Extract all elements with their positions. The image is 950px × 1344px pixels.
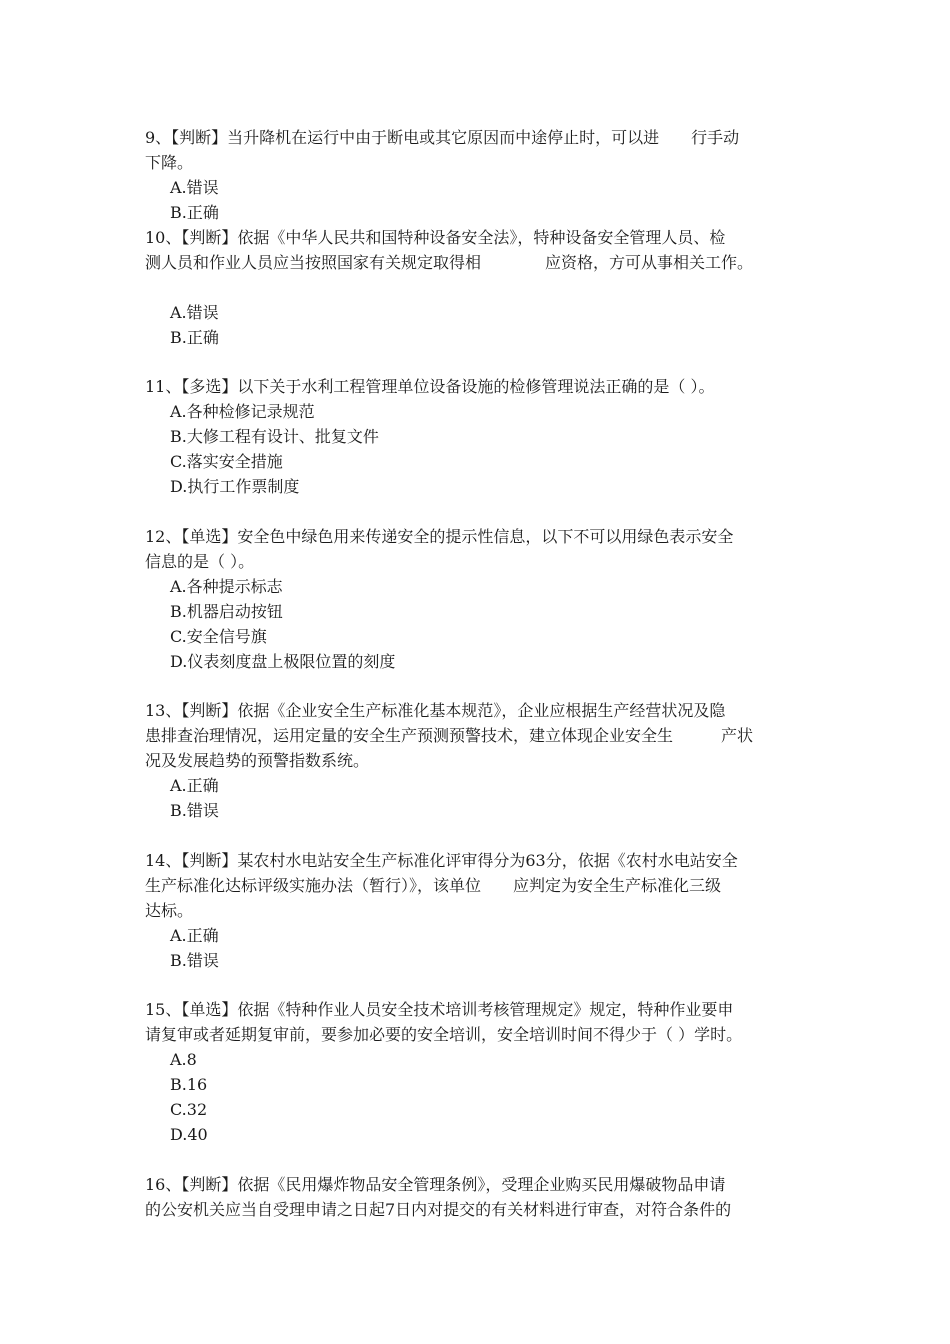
question-text: 14、【判断】某农村水电站安全生产标准化评审得分为63分，依据《农村水电站安全 <box>145 851 738 870</box>
option-a: A.各种提示标志 <box>170 577 283 596</box>
option-c: C.落实安全措施 <box>170 452 283 471</box>
question-text: 的公安机关应当自受理申请之日起7日内对提交的有关材料进行审查，对符合条件的 <box>145 1200 732 1219</box>
question-text: 11、【多选】以下关于水利工程管理单位设备设施的检修管理说法正确的是（ ）。 <box>145 377 715 396</box>
question-text: 测人员和作业人员应当按照国家有关规定取得相 应资格，方可从事相关工作。 <box>145 253 754 272</box>
question-text: 16、【判断】依据《民用爆炸物品安全管理条例》，受理企业购买民用爆破物品申请 <box>145 1175 726 1194</box>
question-text: 况及发展趋势的预警指数系统。 <box>145 751 370 770</box>
option-d: D.40 <box>170 1125 208 1144</box>
option-a: A.各种检修记录规范 <box>170 402 315 421</box>
option-b: B.正确 <box>170 203 219 222</box>
option-b: B.大修工程有设计、批复文件 <box>170 427 379 446</box>
question-text: 请复审或者延期复审前，要参加必要的安全培训，安全培训时间不得少于（ ）学时。 <box>145 1025 743 1044</box>
option-b: B.正确 <box>170 328 219 347</box>
question-text: 生产标准化达标评级实施办法（暂行）》，该单位 应判定为安全生产标准化三级 <box>145 876 722 895</box>
option-b: B.错误 <box>170 801 219 820</box>
question-text: 9、【判断】当升降机在运行中由于断电或其它原因而中途停止时，可以进 行手动 <box>145 128 740 147</box>
option-a: A.正确 <box>170 776 219 795</box>
question-text: 信息的是（ ）。 <box>145 552 255 571</box>
question-text: 13、【判断】依据《企业安全生产标准化基本规范》，企业应根据生产经营状况及隐 <box>145 701 726 720</box>
option-b: B.16 <box>170 1075 208 1094</box>
option-d: D.仪表刻度盘上极限位置的刻度 <box>170 652 396 671</box>
option-a: A.错误 <box>170 303 219 322</box>
question-text: 达标。 <box>145 901 194 920</box>
option-a: A.错误 <box>170 178 219 197</box>
option-a: A.8 <box>170 1050 197 1069</box>
question-text: 10、【判断】依据《中华人民共和国特种设备安全法》，特种设备安全管理人员、检 <box>145 228 726 247</box>
option-c: C.安全信号旗 <box>170 627 267 646</box>
option-a: A.正确 <box>170 926 219 945</box>
option-b: B.机器启动按钮 <box>170 602 283 621</box>
option-b: B.错误 <box>170 951 219 970</box>
option-c: C.32 <box>170 1100 208 1119</box>
question-text: 12、【单选】安全色中绿色用来传递安全的提示性信息，以下不可以用绿色表示安全 <box>145 527 734 546</box>
question-text: 15、【单选】依据《特种作业人员安全技术培训考核管理规定》规定，特种作业要申 <box>145 1000 734 1019</box>
option-d: D.执行工作票制度 <box>170 477 300 496</box>
question-text: 患排查治理情况，运用定量的安全生产预测预警技术，建立体现企业安全生 产状 <box>145 726 754 745</box>
question-text: 下降。 <box>145 153 194 172</box>
